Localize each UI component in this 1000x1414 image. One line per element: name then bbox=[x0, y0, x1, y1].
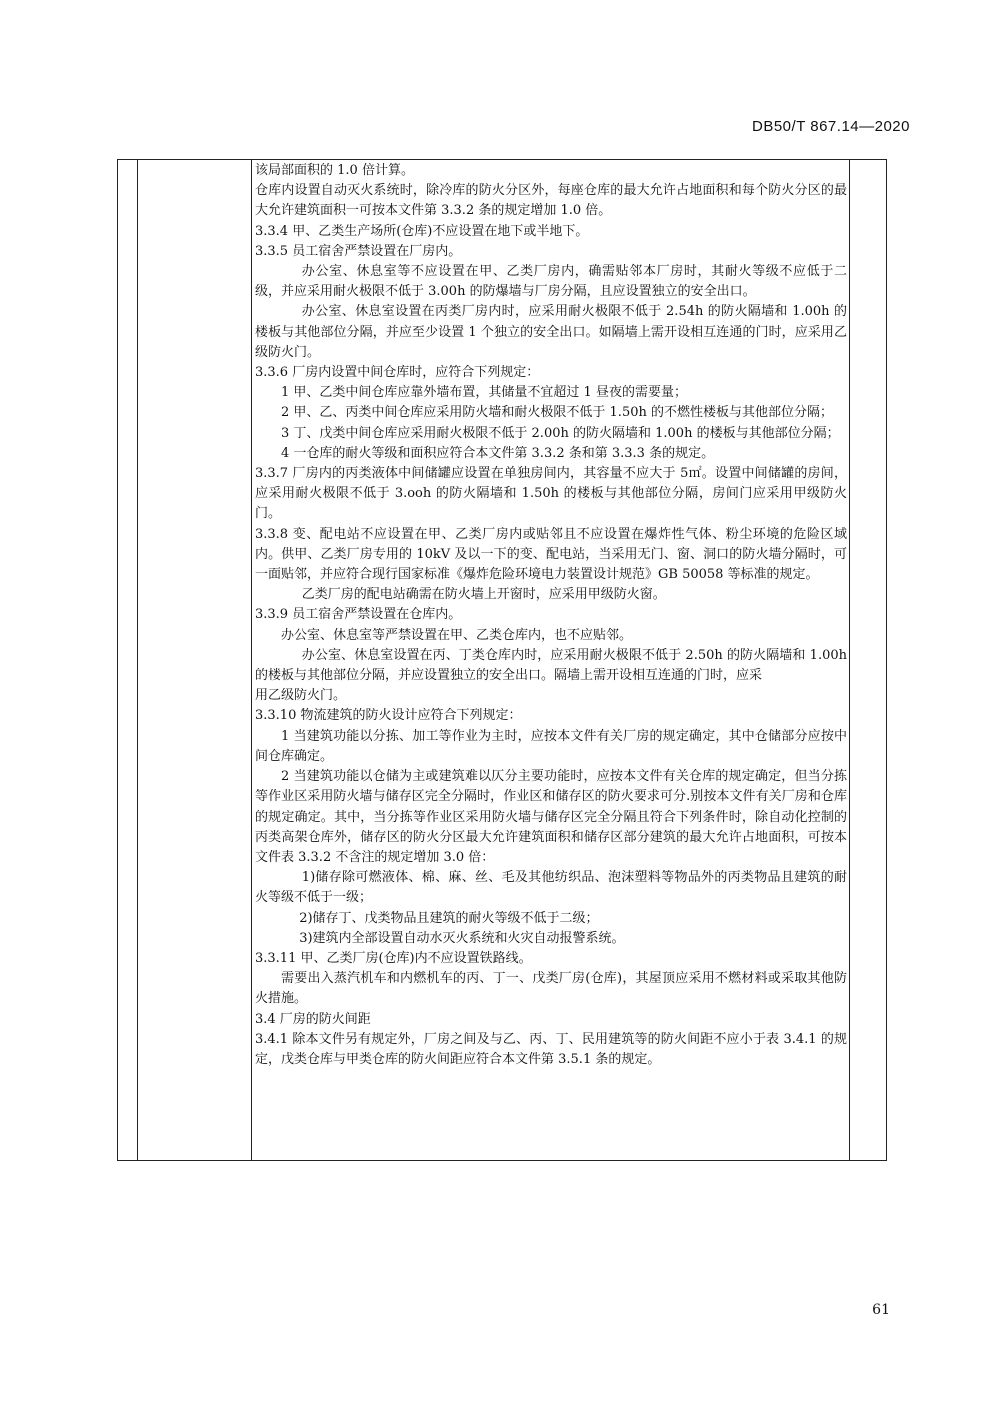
paragraph: 办公室、休息室等严禁设置在甲、乙类仓库内，也不应贴邻。 bbox=[281, 627, 633, 643]
paragraph: 用乙级防火门。 bbox=[255, 688, 347, 704]
paragraph: 3.3.10 物流建筑的防火设计应符合下列规定： bbox=[255, 708, 522, 724]
paragraph: 3.3.7 厂房内的丙类液体中间储罐应设置在单独房间内，其容量不应大于 5㎡。设置中间储罐的房间，应采用耐火极限不低于 3.ooh 的防火隔墙和 1.50h 的楼板与其他部位分隔，房间门应采用甲级防火门。 bbox=[255, 466, 847, 522]
paragraph: 3.3.4 甲、乙类生产场所(仓库)不应设置在地下或半地下。 bbox=[255, 223, 589, 239]
paragraph: 4 一仓库的耐火等级和面积应符合本文件第 3.3.2 条和第 3.3.3 条的规定。 bbox=[281, 445, 715, 461]
paragraph: 1)储存除可燃液体、棉、麻、丝、毛及其他纺织品、泡沫塑料等物品外的丙类物品且建筑的耐火等级不低于一级； bbox=[255, 870, 847, 906]
paragraph: 3.4 厂房的防火间距 bbox=[255, 1011, 371, 1027]
page-number: 61 bbox=[872, 1302, 890, 1318]
table-column-divider bbox=[849, 160, 850, 1160]
paragraph: 1 当建筑功能以分拣、加工等作业为主时，应按本文件有关厂房的规定确定，其中仓储部分应按中间仓库确定。 bbox=[255, 728, 847, 764]
paragraph: 3.3.5 员工宿舍严禁设置在厂房内。 bbox=[255, 243, 462, 259]
paragraph: 2)储存丁、戊类物品且建筑的耐火等级不低于二级； bbox=[299, 910, 599, 926]
paragraph: 3 丁、戊类中间仓库应采用耐火极限不低于 2.00h 的防火隔墙和 1.00h 的楼板与其他部位分隔； bbox=[281, 425, 840, 441]
paragraph: 3)建筑内全部设置自动水灭火系统和火灾自动报警系统。 bbox=[299, 930, 625, 946]
table-column-divider bbox=[251, 160, 252, 1160]
paragraph: 办公室、休息室设置在丙类厂房内时，应采用耐火极限不低于 2.54h 的防火隔墙和 1.00h 的楼板与其他部位分隔，并应至少设置 1 个独立的安全出口。如隔墙上需开设相互连通的门时，应采用乙级防火门。 bbox=[255, 304, 847, 360]
paragraph: 该局部面积的 1.0 倍计算。 bbox=[255, 163, 414, 178]
paragraph: 3.3.8 变、配电站不应设置在甲、乙类厂房内或贴邻且不应设置在爆炸性气体、粉尘环境的危险区域内。供甲、乙类厂房专用的 10kV 及以一下的变、配电站，当采用无门、窗、洞口的防火墙分隔时，可一面贴邻，并应符合现行国家标准《爆炸危险环境电力装置设计规范》GB 50058 等标准的规定。 bbox=[255, 526, 847, 583]
paragraph: 2 当建筑功能以仓储为主或建筑难以仄分主要功能时，应按本文件有关仓库的规定确定，但当分拣等作业区采用防火墙与储存区完全分隔时，作业区和储存区的防火要求可分.别按本文件有关厂房和仓库的规定确定。其中，当分拣等作业区采用防火墙与储存区完全分隔且符合下列条件时，除自动化控制的丙类高架仓库外，储存区的防火分区最大允许建筑面积和储存区部分建筑的最大允许占地面积，可按本文件表 3.3.2 不含注的规定增加 3.0 倍： bbox=[255, 769, 847, 865]
paragraph: 1 甲、乙类中间仓库应靠外墙布置，其储量不宜超过 1 昼夜的需要量； bbox=[281, 385, 687, 401]
paragraph: 仓库内设置自动灭火系统时，除冷库的防火分区外，每座仓库的最大允许占地面积和每个防火分区的最大允许建筑面积一可按本文件第 3.3.2 条的规定增加 1.0 倍。 bbox=[255, 183, 847, 219]
paragraph: 需要出入蒸汽机车和内燃机车的丙、丁一、戊类厂房(仓库)，其屋顶应采用不燃材料或采取其他防火措施。 bbox=[255, 971, 847, 1007]
paragraph: 办公室、休息室等不应设置在甲、乙类厂房内，确需贴邻本厂房时，其耐火等级不应低于二级，并应采用耐火极限不低于 3.00h 的防爆墙与厂房分隔，且应设置独立的安全出口。 bbox=[255, 264, 847, 300]
paragraph: 2 甲、乙、丙类中间仓库应采用防火墙和耐火极限不低于 1.50h 的不燃性楼板与其他部位分隔； bbox=[281, 405, 833, 421]
paragraph: 乙类厂房的配电站确需在防火墙上开窗时，应采用甲级防火窗。 bbox=[301, 587, 666, 603]
table-content-cell bbox=[255, 161, 847, 1070]
paragraph: 3.3.6 厂房内设置中间仓库时，应符合下列规定： bbox=[255, 365, 540, 381]
table-column-divider bbox=[137, 160, 138, 1160]
paragraph: 办公室、休息室设置在丙、丁类仓库内时，应采用耐火极限不低于 2.50h 的防火隔墙和 1.00h 的楼板与其他部位分隔，并应设置独立的安全出口。隔墙上需开设相互连通的门时，应采 bbox=[255, 647, 847, 684]
paragraph: 3.3.9 员工宿舍严禁设置在仓库内。 bbox=[255, 607, 462, 623]
standard-code: DB50/T 867.14—2020 bbox=[752, 118, 910, 135]
paragraph: 3.3.11 甲、乙类厂房(仓库)内不应设置铁路线。 bbox=[255, 950, 532, 966]
paragraph: 3.4.1 除本文件另有规定外，厂房之间及与乙、丙、丁、民用建筑等的防火间距不应小于表 3.4.1 的规定，戊类仓库与甲类仓库的防火间距应符合本文件第 3.5.1 条的规定。 bbox=[255, 1031, 847, 1067]
